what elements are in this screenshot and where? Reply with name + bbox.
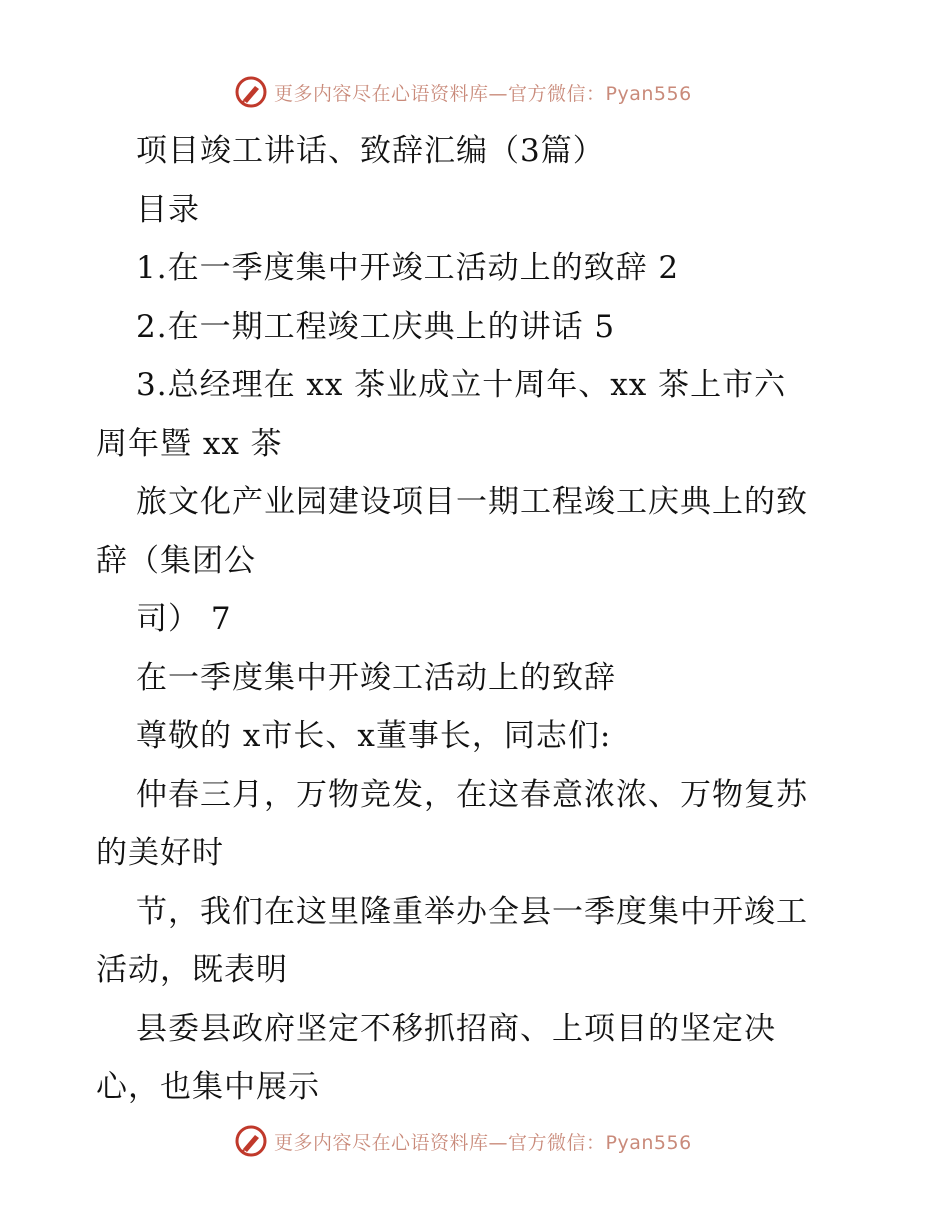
text-line: 司） 7 [136,601,232,637]
text-line: 旅文化产业园建设项目一期工程竣工庆典上的致 [136,484,808,520]
text-line: 活动，既表明 [96,952,288,988]
text-line: 心，也集中展示 [96,1069,320,1105]
pen-logo-icon [234,1124,268,1158]
document-body [96,122,856,1117]
text-line: 目录 [136,191,200,228]
text-line: 尊敬的 x市长、x董事长，同志们: [136,718,612,754]
watermark-text: 更多内容尽在心语资料库—官方微信：Pyan556 [274,1131,692,1154]
text-line: 在一季度集中开竣工活动上的致辞 [136,659,616,696]
watermark-banner-top [234,72,692,112]
text-line: 辞（集团公 [96,542,256,579]
text-line: 县委县政府坚定不移抓招商、上项目的坚定决 [136,1010,776,1047]
text-line: 的美好时 [96,835,224,871]
text-line: 3.总经理在 xx 茶业成立十周年、xx 茶上市六 [136,367,787,403]
text-line: 1.在一季度集中开竣工活动上的致辞 2 [136,250,680,286]
text-line: 周年暨 xx 茶 [96,425,283,462]
text-line: 节，我们在这里隆重举办全县一季度集中开竣工 [136,893,808,930]
text-line: 2.在一期工程竣工庆典上的讲话 5 [136,308,616,345]
text-line: 仲春三月，万物竞发，在这春意浓浓、万物复苏 [136,776,808,813]
text-line: 项目竣工讲话、致辞汇编（3篇） [136,133,605,169]
watermark-banner-bottom [234,1121,692,1161]
watermark-text: 更多内容尽在心语资料库—官方微信：Pyan556 [274,82,692,105]
pen-logo-icon [234,75,268,109]
